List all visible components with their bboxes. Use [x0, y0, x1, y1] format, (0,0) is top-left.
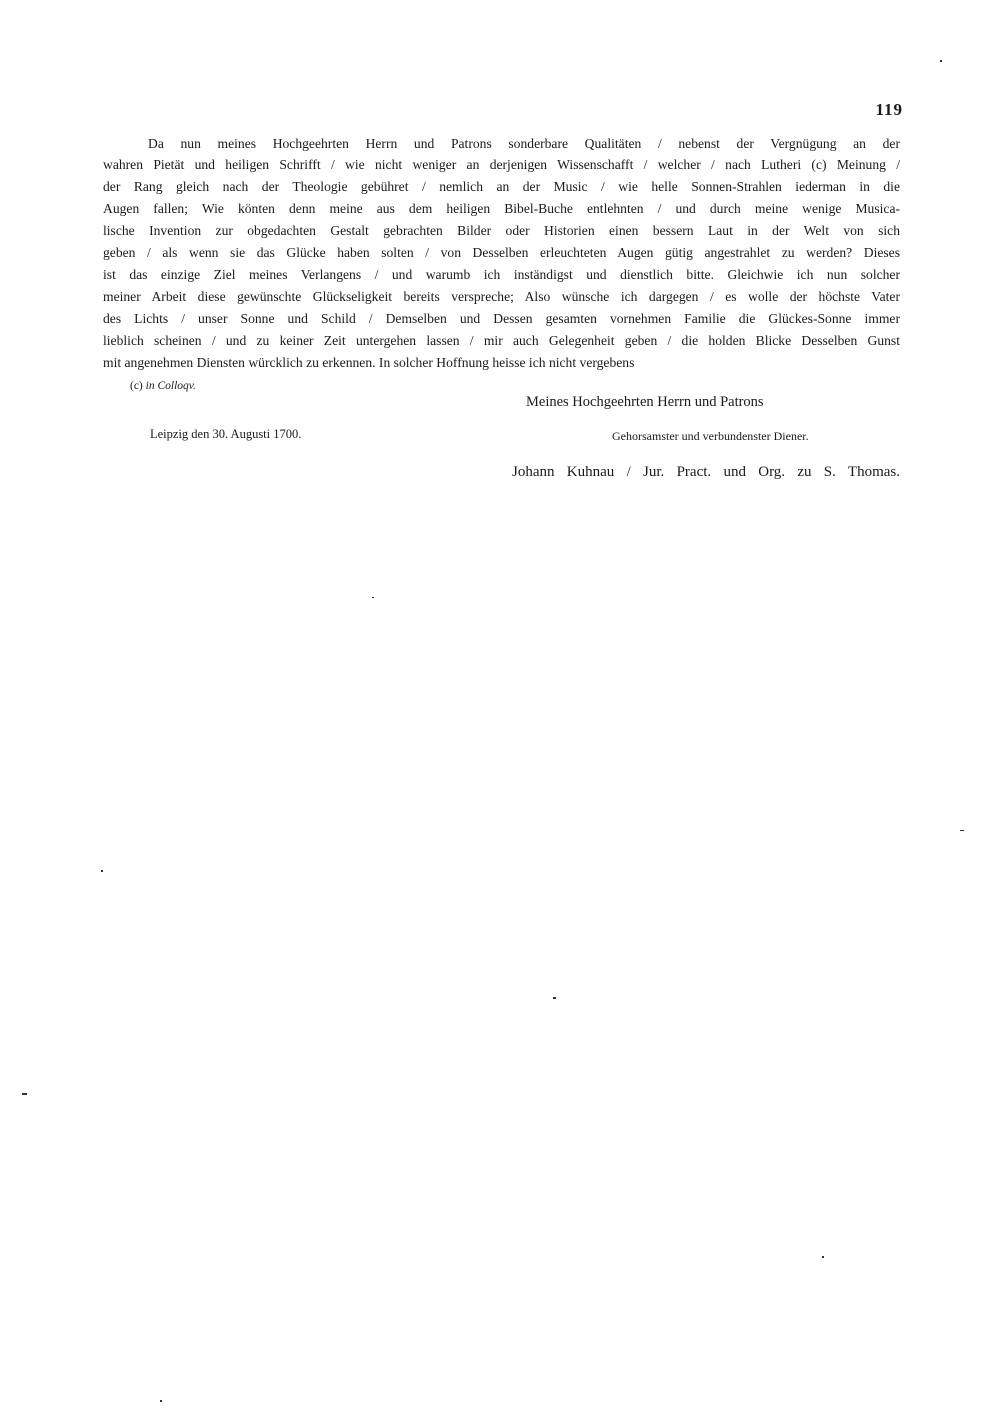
- scan-speck: [940, 60, 942, 62]
- closing-formula: Gehorsamster und verbundenster Diener.: [612, 429, 809, 443]
- scan-speck: [553, 997, 556, 999]
- salutation: Meines Hochgeehrten Herrn und Patrons: [526, 394, 764, 410]
- body-line: mit angenehmen Diensten würcklich zu erkennen. In solcher Hoffnung heisse ich nicht vergebens: [103, 355, 635, 370]
- page-number: 119: [875, 100, 903, 119]
- footnote: [130, 380, 196, 392]
- body-line: Da nun meines Hochgeehrten Herrn und Patrons sonderbare Qualitäten / nebenst der Vergnügung an der: [148, 136, 900, 151]
- body-line: der Rang gleich nach der Theologie gebühret / nemlich an der Music / wie helle Sonnen-Strahlen iederman in die: [103, 179, 900, 194]
- body-line: meiner Arbeit diese gewünschte Glückseligkeit bereits verspreche; Also wünsche ich dargegen / es wolle der höchste Vater: [103, 289, 900, 304]
- date-line: Leipzig den 30. Augusti 1700.: [150, 427, 302, 441]
- body-line: geben / als wenn sie das Glücke haben solten / von Desselben erleuchteten Augen gütig angestrahlet zu werden? Dieses: [103, 245, 900, 260]
- body-line: des Lichts / unser Sonne und Schild / Demselben und Dessen gesamten vornehmen Familie die Glückes-Sonne immer: [103, 311, 900, 326]
- signature: Johann Kuhnau / Jur. Pract. und Org. zu S. Thomas.: [512, 464, 900, 480]
- body-line: ist das einzige Ziel meines Verlangens / und warumb ich inständigst und dienstlich bitte. Gleichwie ich nun solcher: [103, 267, 900, 282]
- footnote-text: in Colloqv.: [145, 380, 196, 392]
- body-line: Augen fallen; Wie könten denn meine aus dem heiligen Bibel-Buche entlehnten / und durch meine wenige Musica-: [103, 201, 900, 216]
- body-line: lieblich scheinen / und zu keiner Zeit untergehen lassen / mir auch Gelegenheit geben / die holden Blicke Desselben Gunst: [103, 333, 900, 348]
- scan-speck: [372, 597, 374, 598]
- scan-speck: [101, 870, 103, 872]
- body-line: lische Invention zur obgedachten Gestalt gebrachten Bilder oder Historien einen bessern Laut in der Welt von sich: [103, 223, 900, 238]
- scan-speck: [22, 1093, 27, 1095]
- scan-speck: [160, 1400, 162, 1402]
- scan-speck: [960, 830, 964, 831]
- scan-speck: [822, 1256, 824, 1258]
- footnote-marker: (c): [130, 380, 143, 392]
- body-line: wahren Pietät und heiligen Schrifft / wie nicht weniger an derjenigen Wissenschafft / welcher / nach Lutheri (c) Meinung /: [103, 157, 900, 172]
